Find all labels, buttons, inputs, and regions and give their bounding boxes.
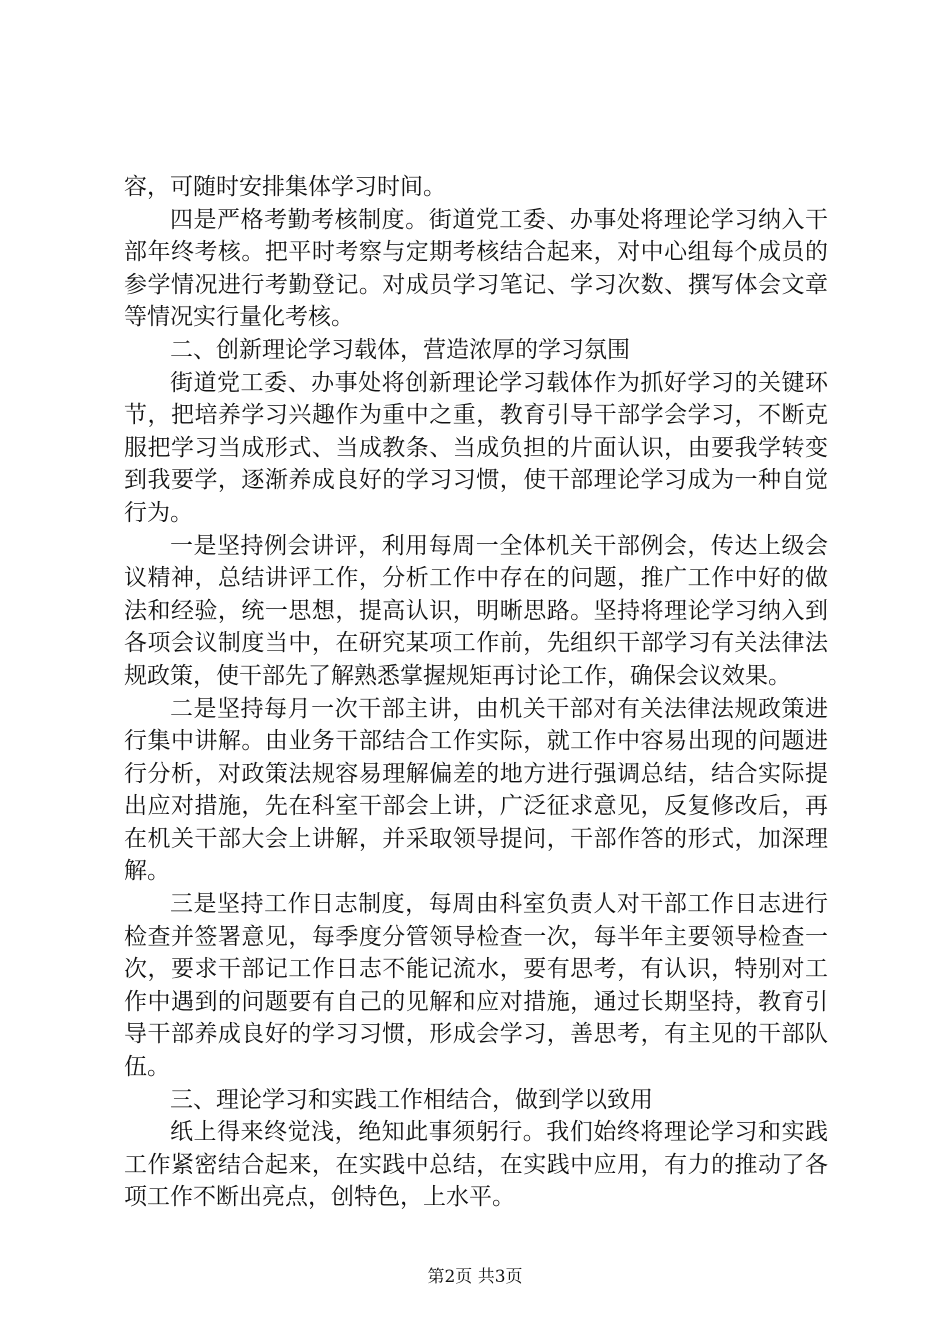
- page-number-footer: 第2页 共3页: [427, 1267, 523, 1287]
- paragraph-continuation: 容，可随时安排集体学习时间。: [124, 174, 446, 200]
- paragraph-attendance-assessment: 四是严格考勤考核制度。街道党工委、办事处将理论学习纳入干部年终考核。把平时考察与定期考核结合起来，对中心组每个成员的参学情况进行考勤登记。对成员学习笔记、学习次数、撰写体会文章等情况实行量化考核。: [124, 206, 828, 331]
- section-heading-3: 三、理论学习和实践工作相结合，做到学以致用: [170, 1086, 653, 1113]
- document-body: [124, 171, 828, 1214]
- paragraph-learning-carrier: 街道党工委、办事处将创新理论学习载体作为抓好学习的关键环节，把培养学习兴趣作为重中之重，教育引导干部学会学习，不断克服把学习当成形式、当成教条、当成负担的片面认识，由要我学转变到我要学，逐渐养成良好的学习习惯，使干部理论学习成为一种自觉行为。: [124, 369, 828, 526]
- paragraph-work-log: 三是坚持工作日志制度，每周由科室负责人对干部工作日志进行检查并签署意见，每季度分管领导检查一次，每半年主要领导检查一次，要求干部记工作日志不能记流水，要有思考，有认识，特别对工作中遇到的问题要有自己的见解和应对措施，通过长期坚持，教育引导干部养成良好的学习习惯，形成会学习，善思考，有主见的干部队伍。: [124, 891, 828, 1081]
- paragraph-monthly-lecture: 二是坚持每月一次干部主讲，由机关干部对有关法律法规政策进行集中讲解。由业务干部结合工作实际，就工作中容易出现的问题进行分析，对政策法规容易理解偏差的地方进行强调总结，结合实际提出应对措施，先在科室干部会上讲，广泛征求意见，反复修改后，再在机关干部大会上讲解，并采取领导提问，干部作答的形式，加深理解。: [124, 695, 828, 885]
- section-heading-2: 二、创新理论学习载体，营造浓厚的学习氛围: [170, 336, 630, 363]
- paragraph-weekly-meeting: 一是坚持例会讲评，利用每周一全体机关干部例会，传达上级会议精神，总结讲评工作，分析工作中存在的问题，推广工作中好的做法和经验，统一思想，提高认识，明晰思路。坚持将理论学习纳入到各项会议制度当中，在研究某项工作前，先组织干部学习有关法律法规政策，使干部先了解熟悉掌握规矩再讨论工作，确保会议效果。: [124, 532, 828, 689]
- paragraph-practice: 纸上得来终觉浅，绝知此事须躬行。我们始终将理论学习和实践工作紧密结合起来，在实践中总结，在实践中应用，有力的推动了各项工作不断出亮点，创特色，上水平。: [124, 1119, 828, 1211]
